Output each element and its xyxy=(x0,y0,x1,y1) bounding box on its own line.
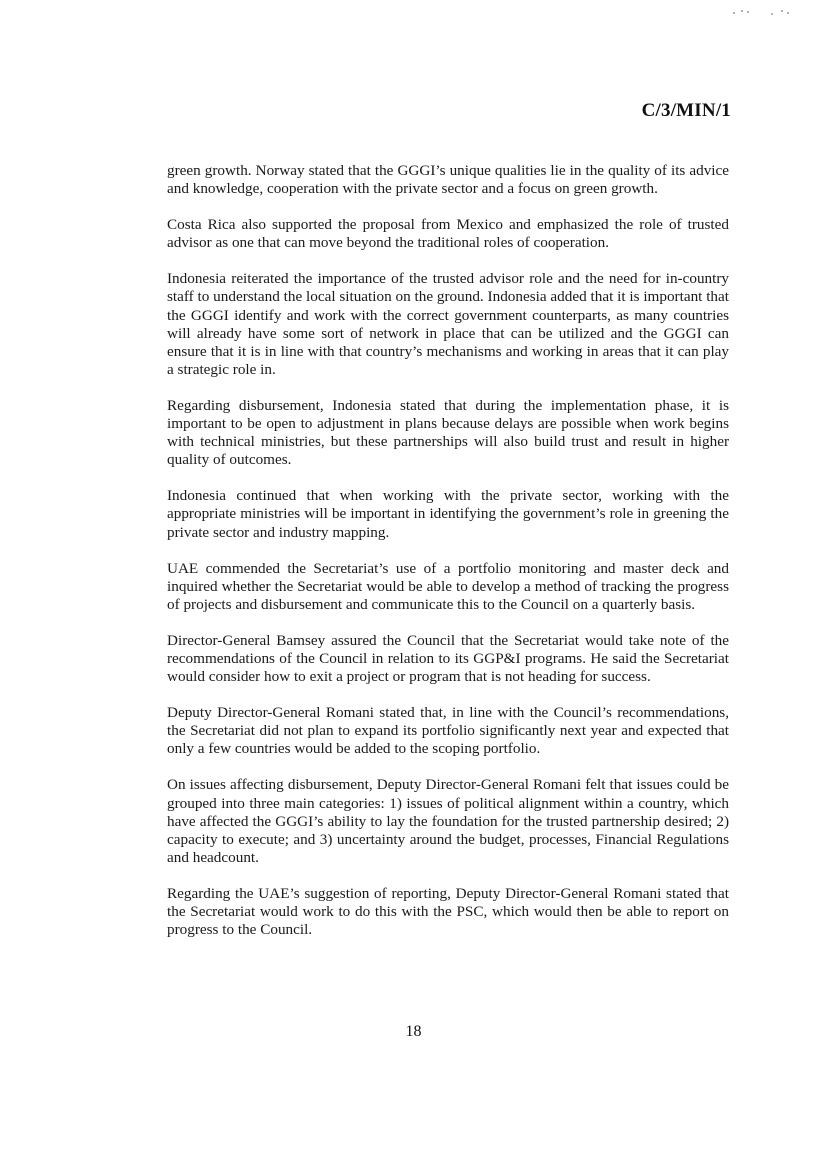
paragraph-norway: green growth. Norway stated that the GGGI’s unique qualities lie in the quality of its advice and knowledge, cooperation with the private sector and a focus on green growth. xyxy=(167,162,729,198)
paragraph-indonesia-private-sector: Indonesia continued that when working with the private sector, working with the appropriate ministries will be important in identifying the government’s role in greening the private sector and industry mapping. xyxy=(167,487,729,541)
scan-speck xyxy=(781,10,783,12)
paragraph-indonesia-trusted-advisor: Indonesia reiterated the importance of the trusted advisor role and the need for in-country staff to understand the local situation on the ground. Indonesia added that it is important that the GGGI identify and work with the correct government counterparts, as many countries will already have some sort of network in place that can be utilized and the GGGI can ensure that it is in line with that country’s mechanisms and working in areas that it can play a strategic role in. xyxy=(167,270,729,378)
scan-speck xyxy=(733,12,735,14)
scan-speck xyxy=(787,12,789,14)
paragraph-uae-portfolio: UAE commended the Secretariat’s use of a portfolio monitoring and master deck and inquired whether the Secretariat would be able to develop a method of tracking the progress of projects and disbursement and communicate this to the Council on a quarterly basis. xyxy=(167,559,729,613)
scan-speck xyxy=(741,10,743,12)
paragraph-deputy-dg-reporting: Regarding the UAE’s suggestion of reporting, Deputy Director-General Romani stated that the Secretariat would work to do this with the PSC, which would then be able to report on progress to the Council. xyxy=(167,884,729,939)
document-reference: C/3/MIN/1 xyxy=(641,100,731,121)
paragraph-director-general: Director-General Bamsey assured the Council that the Secretariat would take note of the recommendations of the Council in relation to its GGP&I programs. He said the Secretariat would consider how to exit a project or program that is not heading for success. xyxy=(167,631,729,686)
paragraph-deputy-dg-disbursement: On issues affecting disbursement, Deputy Director-General Romani felt that issues could be grouped into three main categories: 1) issues of political alignment within a country, which have affected the GGGI’s ability to lay the foundation for the trusted partnership desired; 2) capacity to execute; and 3) uncertainty around the budget, processes, Financial Regulations and headcount. xyxy=(167,776,729,866)
scan-speck xyxy=(771,13,773,15)
scan-speck xyxy=(747,11,749,13)
paragraph-costa-rica: Costa Rica also supported the proposal from Mexico and emphasized the role of trusted advisor as one that can move beyond the traditional roles of cooperation. xyxy=(167,216,729,252)
paragraph-indonesia-disbursement: Regarding disbursement, Indonesia stated that during the implementation phase, it is important to be open to adjustment in plans because delays are possible when work begins with technical ministries, but these partnerships will also build trust and result in higher quality of outcomes. xyxy=(167,396,729,469)
document-body xyxy=(167,162,729,957)
paragraph-deputy-dg-portfolio: Deputy Director-General Romani stated that, in line with the Council’s recommendations, the Secretariat did not plan to expand its portfolio significantly next year and expected that only a few countries would be added to the scoping portfolio. xyxy=(167,704,729,758)
page-number: 18 xyxy=(405,1023,422,1040)
